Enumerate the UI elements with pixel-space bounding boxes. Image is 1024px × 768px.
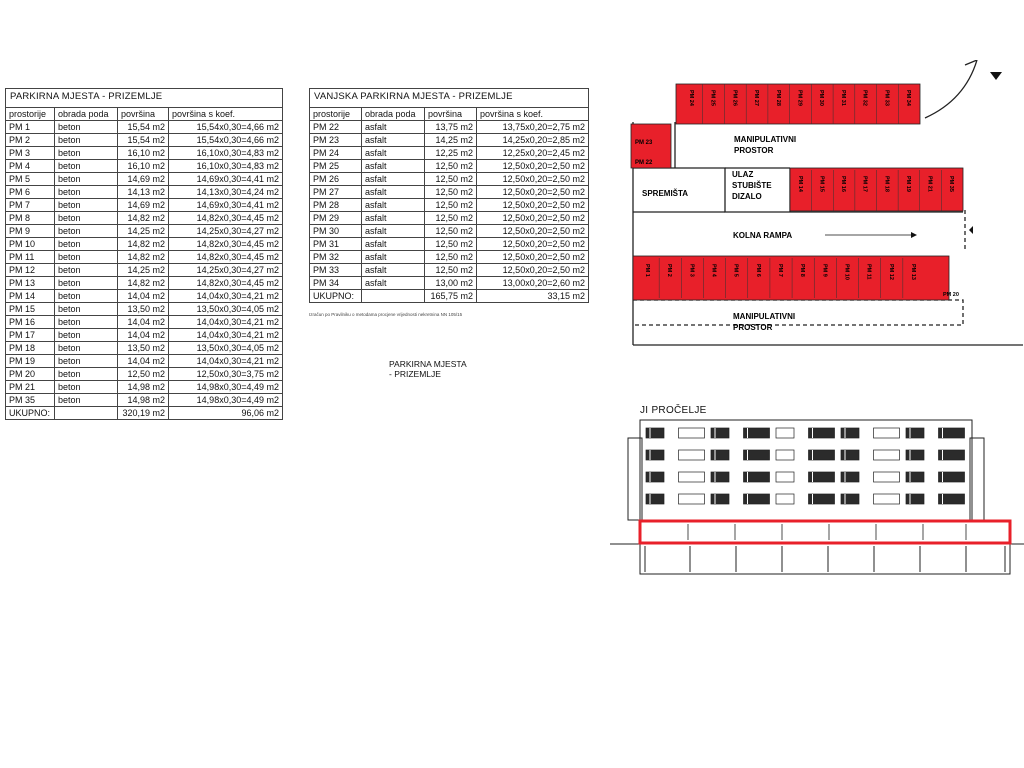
table-row [6,160,283,173]
table-row [6,199,283,212]
table-cell: 12,50 m2 [425,251,477,264]
table-cell: 14,82 m2 [118,212,169,225]
table-cell: beton [55,316,118,329]
table-cell: 12,50 m2 [425,173,477,186]
stall-label: PM 3 [688,264,695,277]
table-cell: 12,50 m2 [425,238,477,251]
table-cell: 13,50 m2 [118,303,169,316]
window [646,450,664,460]
table-cell: PM 8 [6,212,55,225]
table-cell: 14,13 m2 [118,186,169,199]
window [776,494,794,504]
window [841,450,859,460]
stall-label: PM 30 [818,90,825,106]
table-cell: 14,04x0,30=4,21 m2 [169,355,283,368]
stall-label: PM 2 [666,264,673,277]
table-row [6,134,283,147]
label-manipulativni-top: MANIPULATIVNI [734,135,797,144]
label-spremista: SPREMIŠTA [642,189,689,198]
table-cell: 14,82 m2 [118,238,169,251]
table-cell: 14,69 m2 [118,199,169,212]
lower-level-outline [640,544,1010,574]
table-cell: 12,50x0,20=2,50 m2 [477,199,589,212]
table-cell: beton [55,225,118,238]
table-row [6,355,283,368]
stall-label: PM 1 [644,264,651,277]
table-cell: PM 12 [6,264,55,277]
table-cell: 14,98x0,30=4,49 m2 [169,394,283,407]
ground-floor-highlight [640,521,1010,543]
table-cell: 14,98 m2 [118,381,169,394]
table-cell: PM 1 [6,121,55,134]
table-row [6,394,283,407]
table-cell: 12,25 m2 [425,147,477,160]
table-cell: 16,10 m2 [118,147,169,160]
table-cell: 12,50 m2 [425,212,477,225]
label-ulaz: ULAZ [732,170,754,179]
table-row [310,160,589,173]
table-cell: 14,04 m2 [118,316,169,329]
table-cell: beton [55,394,118,407]
table-cell: PM 33 [310,264,362,277]
stall-label: PM 32 [861,90,868,106]
table-cell: PM 2 [6,134,55,147]
table-cell: PM 16 [6,316,55,329]
window [841,472,859,482]
table-cell: 14,98x0,30=4,49 m2 [169,381,283,394]
table-cell: 14,82 m2 [118,251,169,264]
table-cell: 14,69x0,30=4,41 m2 [169,199,283,212]
label-prostor-top: PROSTOR [734,146,774,155]
table-cell: beton [55,342,118,355]
table-cell: 14,82x0,30=4,45 m2 [169,251,283,264]
table-cell: 16,10x0,30=4,83 m2 [169,147,283,160]
table-row [310,238,589,251]
table-cell: beton [55,381,118,394]
stall-label: PM 13 [909,264,916,280]
stall-label-pm22: PM 22 [635,160,653,166]
table-cell: 16,10x0,30=4,83 m2 [169,160,283,173]
table-cell: 12,50x0,20=2,50 m2 [477,212,589,225]
table-cell: 12,50x0,20=2,50 m2 [477,186,589,199]
table-cell: 12,50 m2 [425,264,477,277]
window [874,428,900,438]
table-cell: PM 23 [310,134,362,147]
table-cell: 14,82 m2 [118,277,169,290]
stall-label: PM 15 [818,176,825,192]
table-cell: 15,54 m2 [118,121,169,134]
window [679,428,705,438]
table-row [6,329,283,342]
table-cell: 14,04 m2 [118,329,169,342]
table-cell: beton [55,121,118,134]
table-row [310,251,589,264]
table-cell: 13,75 m2 [425,121,477,134]
table-cell: 12,50 m2 [425,160,477,173]
table-cell: 15,54 m2 [118,134,169,147]
table-cell: 15,54x0,30=4,66 m2 [169,121,283,134]
outdoor-table-total-row: UKUPNO: 165,75 m2 33,15 m2 [310,290,589,303]
parking-table-total-row: UKUPNO: 320,19 m2 96,06 m2 [6,407,283,420]
elevation-drawing [610,418,1024,580]
stall-label: PM 21 [926,176,933,192]
footnote: Izračun po Pravilniku o metodama procjene vrijednosti nekretnina NN 105/15 [309,312,463,317]
table-row [6,381,283,394]
table-cell: 14,82x0,30=4,45 m2 [169,277,283,290]
stall-label: PM 19 [904,176,911,192]
table-cell: PM 7 [6,199,55,212]
table-cell: 14,25x0,30=4,27 m2 [169,264,283,277]
window [874,472,900,482]
table-cell: PM 30 [310,225,362,238]
table-cell: beton [55,329,118,342]
table-cell: PM 25 [310,160,362,173]
table-cell: beton [55,199,118,212]
table-cell: 14,25 m2 [425,134,477,147]
table-cell: beton [55,134,118,147]
stall-label: PM 24 [687,90,694,106]
table-cell: asfalt [362,186,425,199]
table-cell: PM 4 [6,160,55,173]
stall-label-pm23: PM 23 [635,140,653,146]
parking-table-title: PARKIRNA MJESTA - PRIZEMLJE [6,89,283,108]
table-cell: PM 11 [6,251,55,264]
table-row [310,277,589,290]
parking-table-header: prostorije obrada poda površina površina s koef. [6,108,283,121]
table-row [6,303,283,316]
table-cell: 13,75x0,20=2,75 m2 [477,121,589,134]
table-cell: 14,04 m2 [118,355,169,368]
stall-label: PM 29 [796,90,803,106]
table-row [6,316,283,329]
table-cell: 13,50x0,30=4,05 m2 [169,342,283,355]
table-cell: 12,50x0,30=3,75 m2 [169,368,283,381]
table-cell: PM 14 [6,290,55,303]
table-row [310,264,589,277]
table-row [310,212,589,225]
table-cell: asfalt [362,238,425,251]
stall-label: PM 7 [777,264,783,277]
table-row [310,147,589,160]
window [711,428,729,438]
table-cell: PM 17 [6,329,55,342]
table-cell: PM 22 [310,121,362,134]
table-cell: 12,50 m2 [425,186,477,199]
table-cell: beton [55,290,118,303]
table-cell: PM 9 [6,225,55,238]
table-cell: 13,50x0,30=4,05 m2 [169,303,283,316]
table-cell: PM 6 [6,186,55,199]
table-cell: asfalt [362,134,425,147]
table-row [6,368,283,381]
table-cell: PM 15 [6,303,55,316]
table-cell: 14,04x0,30=4,21 m2 [169,316,283,329]
window [776,450,794,460]
table-cell: beton [55,368,118,381]
table-row [310,121,589,134]
table-row [6,186,283,199]
outdoor-parking-table [309,88,589,303]
table-cell: 14,82x0,30=4,45 m2 [169,212,283,225]
north-arrow-icon [990,72,1002,80]
caption-line-1: PARKIRNA MJESTA [389,359,467,369]
table-cell: PM 26 [310,173,362,186]
table-cell: 14,13x0,30=4,24 m2 [169,186,283,199]
table-cell: beton [55,355,118,368]
table-cell: asfalt [362,147,425,160]
table-cell: 12,50x0,20=2,50 m2 [477,160,589,173]
outdoor-table-title: VANJSKA PARKIRNA MJESTA - PRIZEMLJE [310,89,589,108]
table-cell: PM 28 [310,199,362,212]
stall-label: PM 26 [731,90,738,106]
table-cell: asfalt [362,121,425,134]
table-cell: 12,50x0,20=2,50 m2 [477,238,589,251]
table-cell: PM 32 [310,251,362,264]
table-cell: PM 24 [310,147,362,160]
stall-label: PM 16 [840,176,847,192]
table-row [6,251,283,264]
table-cell: 14,82x0,30=4,45 m2 [169,238,283,251]
table-row [310,134,589,147]
table-row [310,186,589,199]
table-cell: PM 13 [6,277,55,290]
table-cell: 14,69 m2 [118,173,169,186]
stall-label: PM 6 [754,264,761,277]
table-cell: beton [55,212,118,225]
stall-label: PM 34 [905,90,912,106]
table-cell: beton [55,173,118,186]
table-cell: PM 20 [6,368,55,381]
floor-plan [625,60,1024,355]
window [679,450,705,460]
ramp-arrow-icon [911,232,917,238]
table-row [6,342,283,355]
table-cell: asfalt [362,264,425,277]
label-manipulativni-bottom: MANIPULATIVNI [733,312,796,321]
table-cell: beton [55,238,118,251]
table-cell: PM 35 [6,394,55,407]
table-cell: PM 21 [6,381,55,394]
table-cell: PM 29 [310,212,362,225]
table-cell: beton [55,251,118,264]
window [906,494,924,504]
window [841,494,859,504]
table-cell: 14,25 m2 [118,264,169,277]
stall-label: PM 31 [839,90,846,106]
table-row [6,277,283,290]
table-cell: 14,69x0,30=4,41 m2 [169,173,283,186]
window [776,472,794,482]
table-cell: asfalt [362,251,425,264]
table-row [310,225,589,238]
table-cell: 14,25x0,30=4,27 m2 [169,225,283,238]
table-cell: 12,50x0,20=2,50 m2 [477,173,589,186]
table-cell: 13,00 m2 [425,277,477,290]
table-cell: 12,50 m2 [118,368,169,381]
table-cell: PM 5 [6,173,55,186]
window [906,450,924,460]
caption-line-2: - PRIZEMLJE [389,369,441,379]
window [646,428,664,438]
label-dizalo: DIZALO [732,192,762,201]
table-cell: asfalt [362,277,425,290]
stall-label: PM 9 [821,264,828,277]
bottom-parking-block [633,256,949,300]
window [874,450,900,460]
window [646,472,664,482]
table-cell: beton [55,147,118,160]
table-cell: PM 10 [6,238,55,251]
stall-label: PM 11 [865,264,872,280]
table-cell: PM 27 [310,186,362,199]
table-cell: 13,00x0,20=2,60 m2 [477,277,589,290]
table-cell: 14,98 m2 [118,394,169,407]
outdoor-table-header: prostorije obrada poda površina površina s koef. [310,108,589,121]
table-cell: 12,25x0,20=2,45 m2 [477,147,589,160]
window [646,494,664,504]
table-cell: PM 3 [6,147,55,160]
stall-label: PM 35 [948,176,955,192]
stall-label: PM 5 [732,264,739,277]
table-row [6,147,283,160]
table-row [6,290,283,303]
table-row [6,264,283,277]
window [906,428,924,438]
table-cell: 14,25x0,20=2,85 m2 [477,134,589,147]
caption [389,359,467,379]
table-cell: PM 18 [6,342,55,355]
table-cell: beton [55,186,118,199]
window [711,472,729,482]
label-stubiste: STUBIŠTE [732,181,772,190]
table-cell: 14,04x0,30=4,21 m2 [169,290,283,303]
table-cell: beton [55,160,118,173]
stall-label: PM 10 [843,264,850,280]
table-cell: PM 19 [6,355,55,368]
table-cell: 12,50 m2 [425,199,477,212]
table-cell: PM 31 [310,238,362,251]
stall-label: PM 17 [861,176,868,192]
window [841,428,859,438]
window [711,450,729,460]
stall-label: PM 28 [774,90,781,106]
table-row [310,199,589,212]
table-cell: PM 34 [310,277,362,290]
stall-label: PM 25 [709,90,716,106]
label-prostor-bottom: PROSTOR [733,323,773,332]
table-cell: beton [55,277,118,290]
window [906,472,924,482]
stall-label: PM 33 [883,90,890,106]
elevation-title: JI PROČELJE [640,405,707,416]
table-cell: 12,50x0,20=2,50 m2 [477,251,589,264]
table-row [6,238,283,251]
label-kolna-rampa: KOLNA RAMPA [733,231,793,240]
stall-label: PM 14 [796,176,803,192]
table-cell: 15,54x0,30=4,66 m2 [169,134,283,147]
table-row [6,121,283,134]
stall-label: PM 4 [710,264,717,277]
table-cell: 13,50 m2 [118,342,169,355]
window [679,472,705,482]
table-cell: 12,50 m2 [425,225,477,238]
window [711,494,729,504]
table-cell: 14,04 m2 [118,290,169,303]
table-cell: 12,50x0,20=2,50 m2 [477,264,589,277]
table-cell: beton [55,303,118,316]
window [776,428,794,438]
table-cell: 14,04x0,30=4,21 m2 [169,329,283,342]
table-cell: 16,10 m2 [118,160,169,173]
table-row [6,225,283,238]
window [874,494,900,504]
stall-label: PM 27 [753,90,760,106]
table-cell: asfalt [362,199,425,212]
stall-label: PM 8 [799,264,806,277]
table-cell: 12,50x0,20=2,50 m2 [477,225,589,238]
entrance-marker-icon [969,226,973,234]
table-cell: 14,25 m2 [118,225,169,238]
stall-label: PM 12 [887,264,894,280]
table-cell: asfalt [362,212,425,225]
parking-table [5,88,283,420]
table-cell: asfalt [362,225,425,238]
table-cell: asfalt [362,173,425,186]
window [679,494,705,504]
table-row [6,173,283,186]
table-row [310,173,589,186]
table-row [6,212,283,225]
table-cell: beton [55,264,118,277]
stall-label: PM 18 [883,176,890,192]
table-cell: asfalt [362,160,425,173]
stall-label-pm20: PM 20 [943,292,959,298]
